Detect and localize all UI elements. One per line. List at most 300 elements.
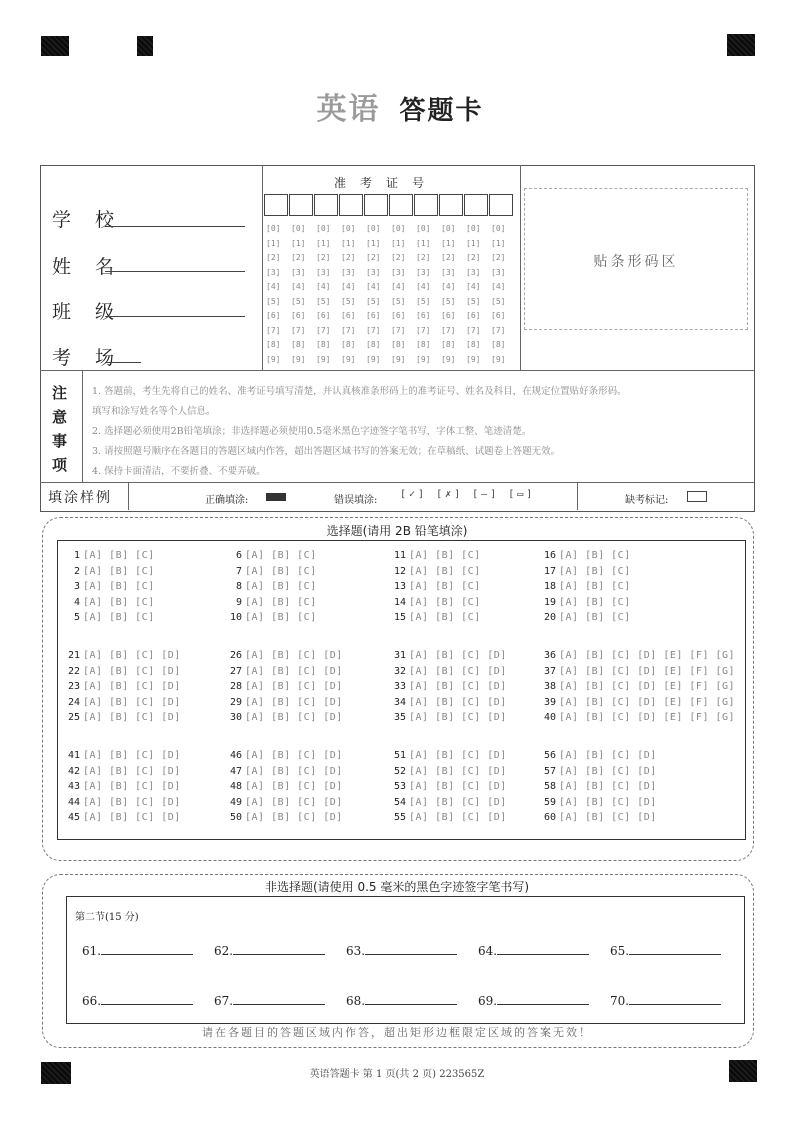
fill-in-blank[interactable] — [629, 944, 721, 955]
answer-bubbles[interactable]: [A] [B] [C] — [245, 612, 317, 623]
exam-id-bubble[interactable]: [1] — [491, 238, 506, 248]
exam-id-bubble[interactable]: [0] — [341, 224, 356, 233]
exam-id-bubble[interactable]: [1] — [341, 238, 356, 248]
mc-question[interactable] — [540, 697, 737, 708]
mc-question[interactable] — [390, 566, 483, 577]
exam-id-bubble[interactable]: [8] — [366, 340, 381, 349]
exam-id-bubble[interactable]: [1] — [291, 238, 306, 248]
exam-id-bubble[interactable]: [1] — [391, 238, 406, 248]
question-number: 18 — [543, 581, 556, 592]
exam-id-bubble[interactable]: [3] — [491, 267, 506, 277]
exam-id-bubble[interactable]: [5] — [366, 296, 381, 306]
exam-id-digit-box[interactable] — [389, 194, 413, 216]
correct-fill-label: 正确填涂: — [205, 495, 249, 506]
exam-id-bubble[interactable]: [0] — [466, 224, 481, 233]
mc-question[interactable] — [226, 681, 345, 692]
answer-bubbles[interactable]: [A] [B] [C] [D] [E] [F] [G] — [559, 650, 736, 661]
absent-mark-box[interactable] — [687, 491, 707, 502]
exam-id-bubble[interactable]: [2] — [391, 253, 406, 262]
answer-bubbles[interactable]: [A] [B] [C] — [409, 565, 481, 577]
answer-bubbles[interactable]: [A] [B] [C] [D] — [559, 812, 657, 823]
answer-bubbles[interactable]: [A] [B] [C] — [559, 596, 631, 608]
mc-question[interactable] — [64, 766, 183, 777]
exam-id-bubble[interactable]: [4] — [491, 282, 506, 291]
mc-question[interactable] — [64, 550, 157, 561]
mc-question[interactable] — [64, 781, 183, 792]
question-number: 2 — [73, 565, 80, 577]
exam-id-bubble[interactable]: [3] — [291, 267, 306, 277]
mc-question[interactable] — [390, 697, 509, 708]
answer-bubbles[interactable]: [A] [B] [C] [D] [E] [F] [G] — [559, 681, 736, 692]
exam-id-bubble[interactable]: [7] — [341, 325, 356, 335]
fill-in-blank[interactable] — [233, 994, 325, 1005]
mc-question[interactable] — [390, 612, 483, 623]
mc-question[interactable] — [390, 597, 483, 608]
exam-id-bubble[interactable]: [5] — [266, 296, 281, 306]
mc-question[interactable] — [64, 750, 183, 761]
mc-question[interactable] — [540, 581, 633, 592]
exam-id-bubble[interactable]: [0] — [366, 224, 381, 233]
mc-question[interactable] — [226, 612, 319, 623]
exam-id-bubble[interactable]: [8] — [491, 340, 506, 349]
exam-id-bubble[interactable]: [6] — [416, 311, 431, 320]
mc-question[interactable] — [540, 612, 633, 623]
answer-bubbles[interactable]: [A] [B] [C] [D] — [83, 712, 181, 723]
answer-bubbles[interactable]: [A] [B] [C] [D] — [409, 812, 507, 823]
mc-question[interactable] — [390, 797, 509, 808]
exam-id-bubble[interactable]: [1] — [366, 238, 381, 248]
exam-id-bubble[interactable]: [9] — [441, 354, 456, 364]
question-number: 27 — [229, 665, 242, 677]
exam-id-bubble[interactable]: [7] — [441, 325, 456, 335]
fill-in-item[interactable] — [478, 944, 589, 958]
exam-id-bubble[interactable]: [3] — [441, 267, 456, 277]
mc-question[interactable] — [64, 650, 183, 661]
question-number: 35 — [393, 712, 406, 723]
absent-mark-label: 缺考标记: — [625, 495, 669, 506]
mc-question[interactable] — [540, 797, 659, 808]
exam-id-bubble[interactable]: [6] — [466, 311, 481, 320]
answer-bubbles[interactable]: [A] [B] [C] [D] — [559, 765, 657, 777]
answer-bubbles[interactable]: [A] [B] [C] — [409, 596, 481, 608]
mc-question[interactable] — [390, 581, 483, 592]
exam-id-bubble[interactable]: [5] — [416, 296, 431, 306]
answer-bubbles[interactable]: [A] [B] [C] — [83, 550, 155, 561]
answer-bubbles[interactable]: [A] [B] [C] [D] — [559, 750, 657, 761]
answer-bubbles[interactable]: [A] [B] [C] [D] — [83, 781, 181, 792]
exam-id-bubble[interactable]: [6] — [441, 311, 456, 320]
answer-bubbles[interactable]: [A] [B] [C] [D] — [83, 765, 181, 777]
answer-bubbles[interactable]: [A] [B] [C] — [245, 581, 317, 592]
divider — [577, 482, 578, 510]
wrong-fill-samples: [✓] [✗] [—] [▭] — [400, 489, 536, 500]
exam-id-bubble[interactable]: [6] — [316, 311, 331, 320]
fill-in-item[interactable] — [82, 994, 193, 1008]
answer-bubbles[interactable]: [A] [B] [C] [D] — [409, 796, 507, 808]
exam-id-bubble[interactable]: [5] — [491, 296, 506, 306]
answer-bubbles[interactable]: [A] [B] [C] — [83, 596, 155, 608]
exam-id-bubble[interactable]: [0] — [416, 224, 431, 233]
fill-in-blank[interactable] — [497, 994, 589, 1005]
question-number: 30 — [229, 712, 242, 723]
fill-in-item[interactable] — [610, 994, 721, 1008]
exam-id-digit-box[interactable] — [339, 194, 363, 216]
exam-id-bubble[interactable]: [6] — [291, 311, 306, 320]
answer-bubbles[interactable]: [A] [B] [C] [D] — [245, 665, 343, 677]
answer-bubbles[interactable]: [A] [B] [C] — [409, 581, 481, 592]
card-title: 答题卡 — [399, 96, 484, 126]
exam-id-bubble[interactable]: [6] — [366, 311, 381, 320]
exam-id-digit-box[interactable] — [314, 194, 338, 216]
mc-question[interactable] — [226, 797, 345, 808]
exam-id-bubble[interactable]: [7] — [466, 325, 481, 335]
mc-question[interactable] — [390, 650, 509, 661]
answer-area-warning: 请在各题目的答题区域内作答，超出矩形边框限定区域的答案无效！ — [202, 1026, 592, 1039]
answer-bubbles[interactable]: [A] [B] [C] [D] — [409, 781, 507, 792]
notice-label-2: 意 — [52, 408, 68, 426]
exam-id-bubble[interactable]: [0] — [291, 224, 306, 233]
question-number: 28 — [229, 681, 242, 692]
mc-question[interactable] — [226, 697, 345, 708]
exam-id-bubble[interactable]: [2] — [441, 253, 456, 262]
exam-id-bubble[interactable]: [5] — [441, 296, 456, 306]
answer-bubbles[interactable]: [A] [B] [C] [D] — [245, 781, 343, 792]
exam-id-bubble[interactable]: [4] — [316, 282, 331, 291]
fill-in-item[interactable] — [478, 994, 589, 1008]
fill-in-number: 68. — [346, 994, 366, 1008]
exam-id-bubble[interactable]: [9] — [466, 354, 481, 364]
mc-question[interactable] — [64, 712, 183, 723]
name-field[interactable] — [105, 271, 245, 272]
mc-question[interactable] — [540, 681, 737, 692]
answer-bubbles[interactable]: [A] [B] [C] [D] — [245, 750, 343, 761]
exam-id-bubble[interactable]: [4] — [391, 282, 406, 291]
question-number: 9 — [235, 596, 242, 608]
mc-question[interactable] — [390, 750, 509, 761]
notice-line-2: 填写和涂写姓名等个人信息。 — [92, 406, 216, 417]
mc-question[interactable] — [226, 750, 345, 761]
school-field[interactable] — [105, 226, 245, 227]
exam-id-bubble[interactable]: [6] — [341, 311, 356, 320]
question-number: 14 — [393, 596, 406, 608]
mc-question[interactable] — [540, 766, 659, 777]
answer-bubbles[interactable]: [A] [B] [C] [D] — [83, 812, 181, 823]
notice-label-1: 注 — [52, 384, 68, 402]
exam-id-digit-box[interactable] — [414, 194, 438, 216]
exam-id-bubble[interactable]: [4] — [341, 282, 356, 291]
mc-question[interactable] — [540, 550, 633, 561]
fill-in-number: 64. — [478, 944, 498, 958]
exam-id-bubble[interactable]: [0] — [316, 224, 331, 233]
exam-id-bubble[interactable]: [3] — [416, 267, 431, 277]
question-number: 4 — [73, 596, 80, 608]
exam-id-bubble[interactable]: [8] — [441, 340, 456, 349]
exam-id-digit-box[interactable] — [289, 194, 313, 216]
mc-question[interactable] — [226, 581, 319, 592]
exam-id-digit-box[interactable] — [489, 194, 513, 216]
question-number: 42 — [67, 765, 80, 777]
mc-question[interactable] — [540, 712, 737, 723]
answer-bubbles[interactable]: [A] [B] [C] [D] — [83, 665, 181, 677]
question-number: 8 — [235, 581, 242, 592]
fill-in-blank[interactable] — [101, 994, 193, 1005]
mc-question[interactable] — [390, 712, 509, 723]
exam-id-bubble[interactable]: [4] — [366, 282, 381, 291]
question-number: 60 — [543, 812, 556, 823]
exam-id-bubble[interactable]: [9] — [366, 354, 381, 364]
question-number: 33 — [393, 681, 406, 692]
exam-id-bubble[interactable]: [1] — [416, 238, 431, 248]
mc-question[interactable] — [540, 750, 659, 761]
mc-question[interactable] — [540, 781, 659, 792]
fill-in-blank[interactable] — [629, 994, 721, 1005]
exam-id-bubble[interactable]: [9] — [341, 354, 356, 364]
mc-question[interactable] — [390, 766, 509, 777]
answer-bubbles[interactable]: [A] [B] [C] — [559, 612, 631, 623]
exam-id-bubble[interactable]: [3] — [366, 267, 381, 277]
answer-bubbles[interactable]: [A] [B] [C] — [245, 565, 317, 577]
question-number: 3 — [73, 581, 80, 592]
exam-id-bubble[interactable]: [8] — [291, 340, 306, 349]
exam-id-bubble[interactable]: [6] — [491, 311, 506, 320]
exam-id-bubble[interactable]: [4] — [441, 282, 456, 291]
mc-question[interactable] — [64, 797, 183, 808]
answer-bubbles[interactable]: [A] [B] [C] [D] — [559, 796, 657, 808]
exam-id-bubble[interactable]: [0] — [391, 224, 406, 233]
exam-id-bubble[interactable]: [3] — [266, 267, 281, 277]
mc-question[interactable] — [226, 597, 319, 608]
exam-id-bubble[interactable]: [5] — [341, 296, 356, 306]
exam-id-bubble[interactable]: [9] — [491, 354, 506, 364]
mc-question[interactable] — [64, 612, 157, 623]
exam-id-bubble[interactable]: [8] — [391, 340, 406, 349]
exam-id-bubble[interactable]: [9] — [266, 354, 281, 364]
exam-id-bubble[interactable]: [9] — [291, 354, 306, 364]
answer-bubbles[interactable]: [A] [B] [C] — [83, 581, 155, 592]
answer-bubbles[interactable]: [A] [B] [C] — [245, 550, 317, 561]
exam-id-bubble[interactable]: [8] — [266, 340, 281, 349]
exam-id-bubble[interactable]: [4] — [416, 282, 431, 291]
exam-id-digit-box[interactable] — [464, 194, 488, 216]
page-title — [300, 84, 500, 127]
exam-id-bubble[interactable]: [5] — [391, 296, 406, 306]
exam-id-bubble[interactable]: [8] — [416, 340, 431, 349]
exam-id-bubble[interactable]: [2] — [266, 253, 281, 262]
answer-bubbles[interactable]: [A] [B] [C] [D] — [409, 750, 507, 761]
exam-id-bubble[interactable]: [1] — [266, 238, 281, 248]
exam-id-bubble[interactable]: [3] — [316, 267, 331, 277]
exam-id-bubble[interactable]: [8] — [466, 340, 481, 349]
mc-question[interactable] — [540, 812, 659, 823]
exam-id-bubble[interactable]: [0] — [491, 224, 506, 233]
exam-id-bubble[interactable]: [2] — [341, 253, 356, 262]
exam-id-bubble[interactable]: [2] — [291, 253, 306, 262]
answer-bubbles[interactable]: [A] [B] [C] [D] — [83, 650, 181, 661]
exam-id-bubble[interactable]: [1] — [466, 238, 481, 248]
exam-id-bubble[interactable]: [7] — [291, 325, 306, 335]
exam-id-bubble[interactable]: [2] — [316, 253, 331, 262]
mc-question[interactable] — [64, 681, 183, 692]
answer-bubbles[interactable]: [A] [B] [C] [D] — [83, 696, 181, 708]
exam-id-bubble[interactable]: [2] — [416, 253, 431, 262]
answer-bubbles[interactable]: [A] [B] [C] [D] — [245, 812, 343, 823]
mc-question[interactable] — [64, 697, 183, 708]
mc-question[interactable] — [540, 597, 633, 608]
question-number: 25 — [67, 712, 80, 723]
fill-in-blank[interactable] — [365, 994, 457, 1005]
mc-question[interactable] — [226, 781, 345, 792]
question-number: 16 — [543, 550, 556, 561]
exam-id-bubble[interactable]: [5] — [466, 296, 481, 306]
answer-bubbles[interactable]: [A] [B] [C] — [559, 581, 631, 592]
question-number: 47 — [229, 765, 242, 777]
fill-in-number: 61. — [82, 944, 102, 958]
part-label: 第二节(15 分) — [75, 912, 139, 923]
exam-id-bubble[interactable]: [8] — [341, 340, 356, 349]
exam-id-bubble[interactable]: [3] — [341, 267, 356, 277]
exam-id-bubble[interactable]: [0] — [441, 224, 456, 233]
exam-id-bubble[interactable]: [9] — [391, 354, 406, 364]
answer-bubbles[interactable]: [A] [B] [C] — [83, 565, 155, 577]
exam-id-bubble[interactable]: [7] — [491, 325, 506, 335]
question-number: 37 — [543, 665, 556, 677]
exam-id-bubble[interactable]: [0] — [266, 224, 281, 233]
answer-bubbles[interactable]: [A] [B] [C] [D] — [409, 665, 507, 677]
class-label: 班级 — [52, 301, 139, 323]
exam-id-bubble[interactable]: [6] — [391, 311, 406, 320]
exam-id-bubble[interactable]: [1] — [316, 238, 331, 248]
exam-id-bubble[interactable]: [2] — [366, 253, 381, 262]
exam-id-bubble[interactable]: [3] — [466, 267, 481, 277]
question-number: 43 — [67, 781, 80, 792]
answer-bubbles[interactable]: [A] [B] [C] [D] — [409, 765, 507, 777]
fill-in-item[interactable] — [82, 944, 193, 958]
answer-bubbles[interactable]: [A] [B] [C] — [559, 550, 631, 561]
answer-bubbles[interactable]: [A] [B] [C] [D] [E] [F] [G] — [559, 712, 736, 723]
fill-in-blank[interactable] — [365, 944, 457, 955]
answer-bubbles[interactable]: [A] [B] [C] [D] — [245, 681, 343, 692]
question-number: 49 — [229, 796, 242, 808]
exam-id-bubble[interactable]: [7] — [391, 325, 406, 335]
exam-id-bubble[interactable]: [5] — [316, 296, 331, 306]
question-number: 29 — [229, 696, 242, 708]
fill-in-blank[interactable] — [497, 944, 589, 955]
fill-in-item[interactable] — [346, 944, 457, 958]
exam-id-bubble[interactable]: [3] — [391, 267, 406, 277]
mc-question[interactable] — [390, 550, 483, 561]
exam-id-digit-box[interactable] — [364, 194, 388, 216]
mc-question[interactable] — [226, 666, 345, 677]
mc-question[interactable] — [64, 597, 157, 608]
exam-id-bubble[interactable]: [2] — [466, 253, 481, 262]
answer-bubbles[interactable]: [A] [B] [C] — [83, 612, 155, 623]
answer-bubbles[interactable]: [A] [B] [C] [D] — [409, 650, 507, 661]
mc-question[interactable] — [226, 550, 319, 561]
exam-id-bubble[interactable]: [8] — [316, 340, 331, 349]
exam-id-bubble[interactable]: [7] — [266, 325, 281, 335]
mc-question[interactable] — [390, 812, 509, 823]
mc-question[interactable] — [64, 666, 183, 677]
exam-id-bubble[interactable]: [2] — [491, 253, 506, 262]
exam-room-field[interactable] — [105, 362, 141, 363]
exam-id-bubble[interactable]: [7] — [366, 325, 381, 335]
question-number: 12 — [393, 565, 406, 577]
question-number: 19 — [543, 596, 556, 608]
answer-bubbles[interactable]: [A] [B] [C] — [245, 596, 317, 608]
answer-bubbles[interactable]: [A] [B] [C] [D] — [409, 696, 507, 708]
answer-bubbles[interactable]: [A] [B] [C] [D] — [245, 712, 343, 723]
mc-question[interactable] — [390, 781, 509, 792]
notice-line-4: 3. 请按照题号顺序在各题目的答题区域内作答，超出答题区域书写的答案无效；在草稿纸、试题卷上答题无效。 — [92, 446, 561, 457]
exam-id-bubble[interactable]: [9] — [316, 354, 331, 364]
exam-id-bubble[interactable]: [7] — [416, 325, 431, 335]
answer-bubbles[interactable]: [A] [B] [C] [D] — [83, 750, 181, 761]
exam-id-bubble[interactable]: [4] — [266, 282, 281, 291]
exam-id-bubble[interactable]: [7] — [316, 325, 331, 335]
mc-question[interactable] — [540, 566, 633, 577]
mc-question[interactable] — [226, 766, 345, 777]
answer-bubbles[interactable]: [A] [B] [C] — [409, 550, 481, 561]
answer-bubbles[interactable]: [A] [B] [C] [D] — [83, 681, 181, 692]
mc-question[interactable] — [390, 666, 509, 677]
mc-question[interactable] — [64, 812, 183, 823]
answer-bubbles[interactable]: [A] [B] [C] [D] [E] [F] [G] — [559, 665, 736, 677]
fill-in-item[interactable] — [610, 944, 721, 958]
exam-id-digit-box[interactable] — [264, 194, 288, 216]
mc-question[interactable] — [390, 681, 509, 692]
exam-id-bubble[interactable]: [4] — [466, 282, 481, 291]
answer-bubbles[interactable]: [A] [B] [C] [D] — [409, 712, 507, 723]
notice-label-3: 事 — [52, 432, 68, 450]
exam-room-label: 考场 — [52, 347, 139, 369]
answer-bubbles[interactable]: [A] [B] [C] [D] — [83, 796, 181, 808]
question-number: 7 — [235, 565, 242, 577]
answer-bubbles[interactable]: [A] [B] [C] [D] — [245, 765, 343, 777]
fill-in-item[interactable] — [214, 994, 325, 1008]
class-field[interactable] — [105, 316, 245, 317]
fill-in-item[interactable] — [214, 944, 325, 958]
fill-in-blank[interactable] — [233, 944, 325, 955]
mc-question[interactable] — [540, 650, 737, 661]
answer-bubbles[interactable]: [A] [B] [C] [D] — [245, 650, 343, 661]
answer-bubbles[interactable]: [A] [B] [C] — [559, 565, 631, 577]
answer-bubbles[interactable]: [A] [B] [C] [D] — [409, 681, 507, 692]
answer-bubbles[interactable]: [A] [B] [C] [D] — [245, 696, 343, 708]
answer-bubbles[interactable]: [A] [B] [C] [D] — [559, 781, 657, 792]
mc-question[interactable] — [64, 581, 157, 592]
exam-id-bubble[interactable]: [6] — [266, 311, 281, 320]
fill-in-blank[interactable] — [101, 944, 193, 955]
mc-question[interactable] — [226, 712, 345, 723]
answer-bubbles[interactable]: [A] [B] [C] [D] [E] [F] [G] — [559, 696, 736, 708]
mc-question[interactable] — [226, 650, 345, 661]
question-number: 6 — [235, 550, 242, 561]
exam-id-digit-box[interactable] — [439, 194, 463, 216]
answer-bubbles[interactable]: [A] [B] [C] [D] — [245, 796, 343, 808]
exam-id-bubble[interactable]: [5] — [291, 296, 306, 306]
exam-id-bubble[interactable]: [9] — [416, 354, 431, 364]
exam-id-bubble[interactable]: [4] — [291, 282, 306, 291]
mc-question[interactable] — [64, 566, 157, 577]
fill-in-item[interactable] — [346, 994, 457, 1008]
exam-id-bubble[interactable]: [1] — [441, 238, 456, 248]
mc-question[interactable] — [226, 566, 319, 577]
mc-question[interactable] — [226, 812, 345, 823]
mc-question[interactable] — [540, 666, 737, 677]
answer-bubbles[interactable]: [A] [B] [C] — [409, 612, 481, 623]
question-number: 45 — [67, 812, 80, 823]
subject-label: 英语 — [316, 92, 381, 127]
